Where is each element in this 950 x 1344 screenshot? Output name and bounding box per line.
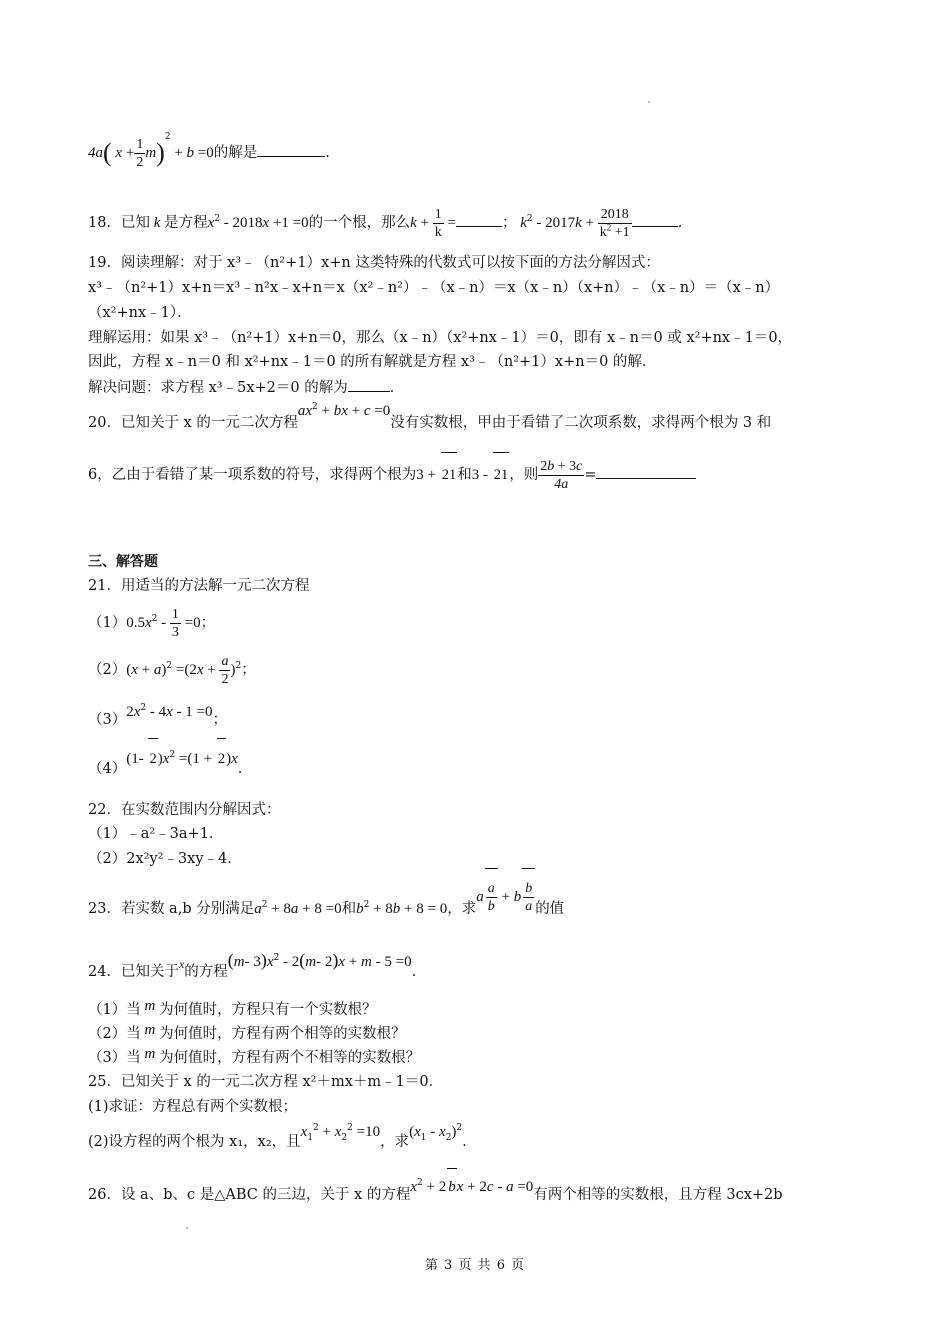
q20-blank [596, 464, 696, 479]
q21-part-4: （4）(1- $2)x^2 =(1 + 2)x$. [88, 748, 242, 789]
scan-dot [186, 1227, 188, 1229]
q21-part-3: $(3)2x^2 - 4x - 1 =0$； [88, 703, 228, 728]
q26-line: 26．设 a、b、c 是△ABC 的三边，关于 x 的方程$x^2 + 2$ bx + 2c - a =0有两个相等的实数根，且方程 3cx+2b [88, 1176, 783, 1213]
q25-part-1: (1)求证：方程总有两个实数根； [88, 1099, 298, 1115]
q17-tail-line: 4a( x + $\frac{1}{2}$ m)$^2$ + b =0的解是 . [88, 132, 330, 170]
q23-line: 23．若实数 a,b 分别满足$a^2 + 8a + 8 =0$和$b^2 + 8b + 8 = 0$，求a $\frac{a}{b}$ + b $\frac{b}{a}$ 的值 [88, 880, 564, 937]
q24-line: 24．已知关于$^x$的方程(m- $3)x^2 - 2(m-$ 2)x + m - 5 =0. [88, 950, 417, 980]
q18-line: 18．已知 k 是方程$x^2 - 2018x +1 =0$的一个根，那么k + $\frac{1}{k}$ = ； $k^2 - 2017k$ + $\frac{2018}{k^2 +1}$ . [88, 206, 683, 240]
q19-line-6: 解决问题：求方程 x³﹣5x+2＝0 的解为 ． [88, 377, 404, 398]
q19-line-5: 因此，方程 x﹣n＝0 和 x²+nx﹣1＝0 的所有解就是方程 x³﹣（n²+1）x+n＝0 的解． [88, 354, 657, 370]
q24-part-2: （2）当 m 为何值时，方程有两个相等的实数根？ [88, 1022, 406, 1042]
q21-title: 21．用适当的方法解一元二次方程 [88, 578, 310, 594]
q24-part-3: （3）当 m 为何值时，方程有两个不相等的实数根？ [88, 1046, 421, 1066]
q21-part-1: $(1)0.5x^2$ - $\frac{1}{3}$ =0； [88, 606, 216, 640]
section-title: 三、解答题 [88, 554, 158, 570]
q19-blank [348, 377, 390, 392]
q21-part-2: $(2)(x + a)^2 =(2x$ + $\frac{a}{2}$ )$^2$； [88, 653, 256, 687]
q19-line-4: 理解运用：如果 x³﹣（n²+1）x+n＝0，那么（x﹣n）（x²+nx﹣1）＝0，即有 x﹣n＝0 或 x²+nx﹣1＝0， [88, 330, 793, 346]
q25-title: 25．已知关于 x 的一元二次方程 x²＋mx＋m﹣1＝0． [88, 1074, 444, 1090]
q17-blank [257, 142, 325, 157]
q19-line-1: 19．阅读理解：对于 x³﹣（n²+1）x+n 这类特殊的代数式可以按下面的方法分解因式： [88, 255, 660, 271]
q17-text: 的解是 [213, 145, 258, 161]
q20-line-1: 20．已知关于 x 的一元二次方程$ax^2$ + bx + c =0没有实数根，甲由于看错了二次项系数，求得两个根为 3 和 [88, 402, 772, 431]
q18-blank-1 [456, 212, 502, 227]
q18-blank-2 [632, 212, 678, 227]
q25-part-2: (2)设方程的两个根为 x₁，x₂，且$x_1^2 + x_2^2 =10$，求$(x_1 - x_2)^2$. [88, 1123, 467, 1150]
scan-dot [648, 101, 650, 103]
q24-part-1: （1）当 m 为何值时，方程只有一个实数根？ [88, 998, 377, 1018]
q22-title: 22．在实数范围内分解因式： [88, 802, 281, 818]
q22-part-1: （1）﹣a²﹣3a+1． [88, 826, 224, 842]
page-footer: 第 3 页 共 6 页 [424, 1258, 526, 1273]
q19-line-2: x³﹣（n²+1）x+n＝x³﹣n²x﹣x+n＝x（x²﹣n²）﹣（x﹣n）＝x（x﹣n）（x+n）﹣（x﹣n）＝（x﹣n） [88, 280, 780, 296]
q20-line-2: 6，乙由于看错了某一项系数的符号，求得两个根为3 + 21和3 - 21，则 $\frac{2b + 3c}{4a}$ = [88, 452, 696, 497]
q19-line-3: （x²+nx﹣1）． [88, 305, 192, 321]
q22-part-2: （2）2x²y²﹣3xy﹣4． [88, 851, 242, 867]
